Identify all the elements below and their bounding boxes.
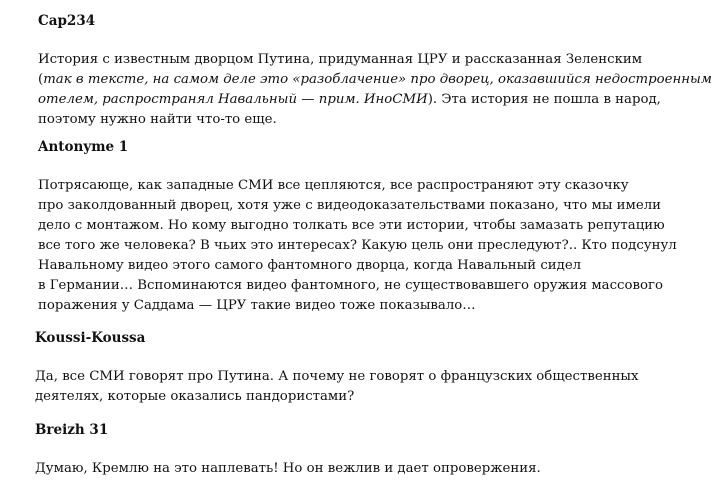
comment-text — [38, 176, 677, 316]
comment — [35, 329, 639, 407]
editor-note: отелем, распространял Навальный — прим. ИноСМИ — [38, 92, 428, 107]
comment-line — [38, 256, 677, 276]
comment-text-segment: Да, все СМИ говорят про Путина. А почему не говорят о французских общественных — [35, 369, 639, 384]
comment-line — [38, 296, 677, 316]
comment-text-segment: Потрясающе, как западные СМИ все цепляются, все распространяют эту сказочку — [38, 178, 629, 193]
comment-text-segment: дело с монтажом. Но кому выгодно толкать все эти истории, чтобы замазать репутацию — [38, 218, 665, 233]
comment-text-segment: История с известным дворцом Путина, придуманная ЦРУ и рассказанная Зеленским — [38, 52, 643, 67]
comment — [35, 421, 541, 479]
comment-text-segment: все того же человека? В чьих это интересах? Какую цель они преследуют?.. Кто подсунул — [38, 238, 677, 253]
comment-text-segment: ( — [38, 72, 44, 87]
editor-note: так в тексте, на самом деле это «разоблачение» про дворец, оказавшийся недостроенным — [43, 72, 712, 87]
comment-line — [35, 367, 639, 387]
comment-line — [38, 276, 677, 296]
comment-author: Cap234 — [38, 13, 96, 29]
comment-text-segment: поэтому нужно найти что-то еще. — [38, 112, 277, 127]
comment-text — [35, 459, 541, 479]
comment-text-segment: деятелях, которые оказались пандористами? — [35, 389, 355, 404]
comment — [38, 12, 712, 130]
comment-text-segment: про заколдованный дворец, хотя уже с видеодоказательствами показано, что мы имели — [38, 198, 662, 213]
comment-author: Antonyme 1 — [38, 139, 129, 155]
comment-line — [38, 110, 712, 130]
comment-line — [38, 216, 677, 236]
comment-line — [38, 70, 712, 90]
comment-author: Koussi-Koussa — [35, 330, 146, 346]
comment-line — [38, 90, 712, 110]
comment-line — [38, 236, 677, 256]
comment-text — [38, 50, 712, 130]
comment-text-segment: поражения у Саддама — ЦРУ такие видео тоже показывало… — [38, 298, 476, 313]
comment — [38, 138, 677, 316]
comment-text — [35, 367, 639, 407]
comment-text-segment: Навальному видео этого самого фантомного дворца, когда Навальный сидел — [38, 258, 582, 273]
comment-text-segment: Думаю, Кремлю на это наплевать! Но он вежлив и дает опровержения. — [35, 461, 541, 476]
comment-line — [38, 196, 677, 216]
comment-author: Breizh 31 — [35, 422, 109, 438]
comment-text-segment: в Германии… Вспоминаются видео фантомного, не существовавшего оружия массового — [38, 278, 663, 293]
comment-line — [35, 387, 639, 407]
comment-text-segment: ). Эта история не пошла в народ, — [427, 92, 661, 107]
comment-line — [38, 50, 712, 70]
comment-line — [38, 176, 677, 196]
comment-line — [35, 459, 541, 479]
